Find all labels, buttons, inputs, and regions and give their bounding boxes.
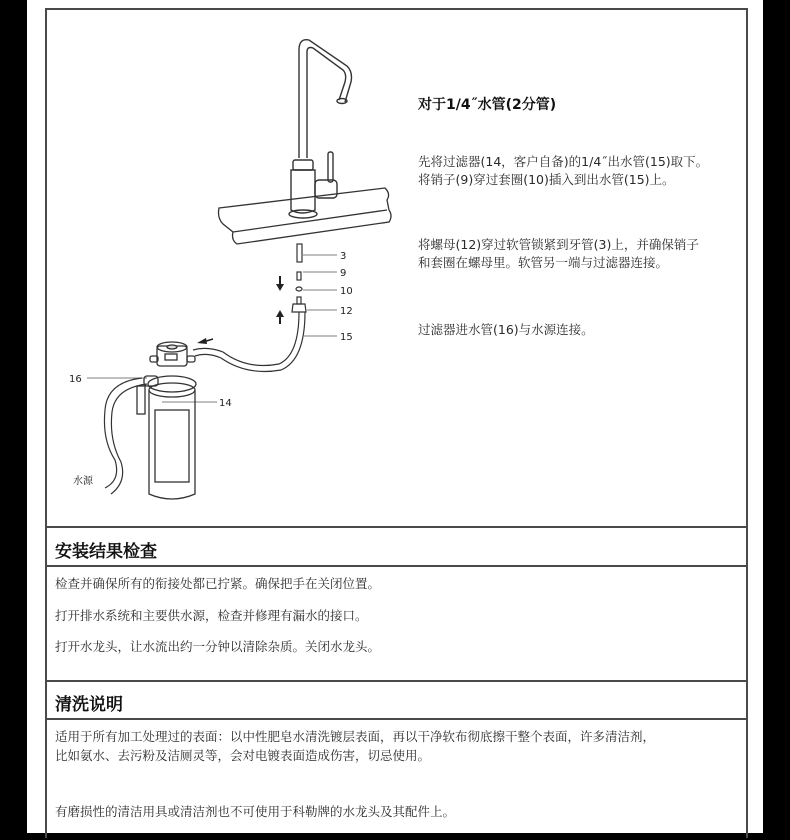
- svg-text:15: 15: [340, 332, 353, 343]
- shank-parts: [292, 244, 306, 312]
- divider: [47, 526, 746, 528]
- divider: [47, 718, 746, 720]
- check-paragraph-2: 打开排水系统和主要供水源，检查并修理有漏水的接口。: [55, 608, 368, 623]
- cleaning-section-title: 清洗说明: [55, 695, 123, 715]
- svg-text:10: 10: [340, 286, 353, 297]
- svg-text:16: 16: [69, 374, 82, 385]
- cleaning-paragraph-2: 有磨损性的清洁用具或清洁剂也不可使用于科勒牌的水龙头及其配件上。: [55, 804, 456, 819]
- instruction-step-3: [418, 321, 594, 339]
- arrow-up-icon: [276, 310, 284, 324]
- installation-diagram: [47, 10, 407, 525]
- divider: [47, 680, 746, 682]
- arrow-down-icon: [276, 276, 284, 291]
- svg-text:9: 9: [340, 268, 347, 279]
- cleaning-paragraph-1-line-2: 比如氨水、去污粉及洁厕灵等，会对电镀表面造成伤害，切忌使用。: [55, 748, 431, 763]
- step-1-line-2: 将销子(9)穿过套圈(10)插入到出水管(15)上。: [418, 172, 675, 187]
- faucet-icon: [289, 40, 352, 218]
- step-2-line-1: 将螺母(12)穿过软管锁紧到牙管(3)上，并确保销子: [418, 237, 699, 252]
- cleaning-paragraph-1-line-1: 适用于所有加工处理过的表面：以中性肥皂水清洗镀层表面，再以干净软布彻底擦干整个表面，许多清洁剂，: [55, 729, 656, 744]
- step-3-line-1: 过滤器进水管(16)与水源连接。: [418, 322, 594, 337]
- page: [27, 0, 763, 833]
- divider: [47, 565, 746, 567]
- water-source-label: 水源: [73, 476, 93, 487]
- instruction-step-2: [418, 236, 699, 272]
- document-frame: [45, 8, 748, 838]
- instruction-step-1: [418, 153, 708, 189]
- svg-text:12: 12: [340, 306, 353, 317]
- installation-title: 对于1/4˝水管(2分管): [418, 97, 557, 113]
- svg-text:3: 3: [340, 251, 347, 262]
- svg-text:14: 14: [219, 398, 232, 409]
- check-section-title: 安装结果检查: [55, 542, 157, 562]
- callout-lines: [87, 255, 337, 402]
- check-paragraph-1: 检查并确保所有的衔接处都已拧紧。确保把手在关闭位置。: [55, 576, 381, 591]
- countertop-icon: [219, 188, 392, 244]
- step-2-line-2: 和套圈在螺母里。软管另一端与过滤器连接。: [418, 255, 669, 270]
- callout-labels: [69, 251, 353, 409]
- check-paragraph-3: 打开水龙头，让水流出约一分钟以清除杂质。关闭水龙头。: [55, 639, 381, 654]
- arrow-left-icon: [197, 338, 213, 344]
- filter-cartridge-icon: [137, 342, 196, 499]
- step-1-line-1: 先将过滤器(14，客户自备)的1/4˝出水管(15)取下。: [418, 154, 709, 169]
